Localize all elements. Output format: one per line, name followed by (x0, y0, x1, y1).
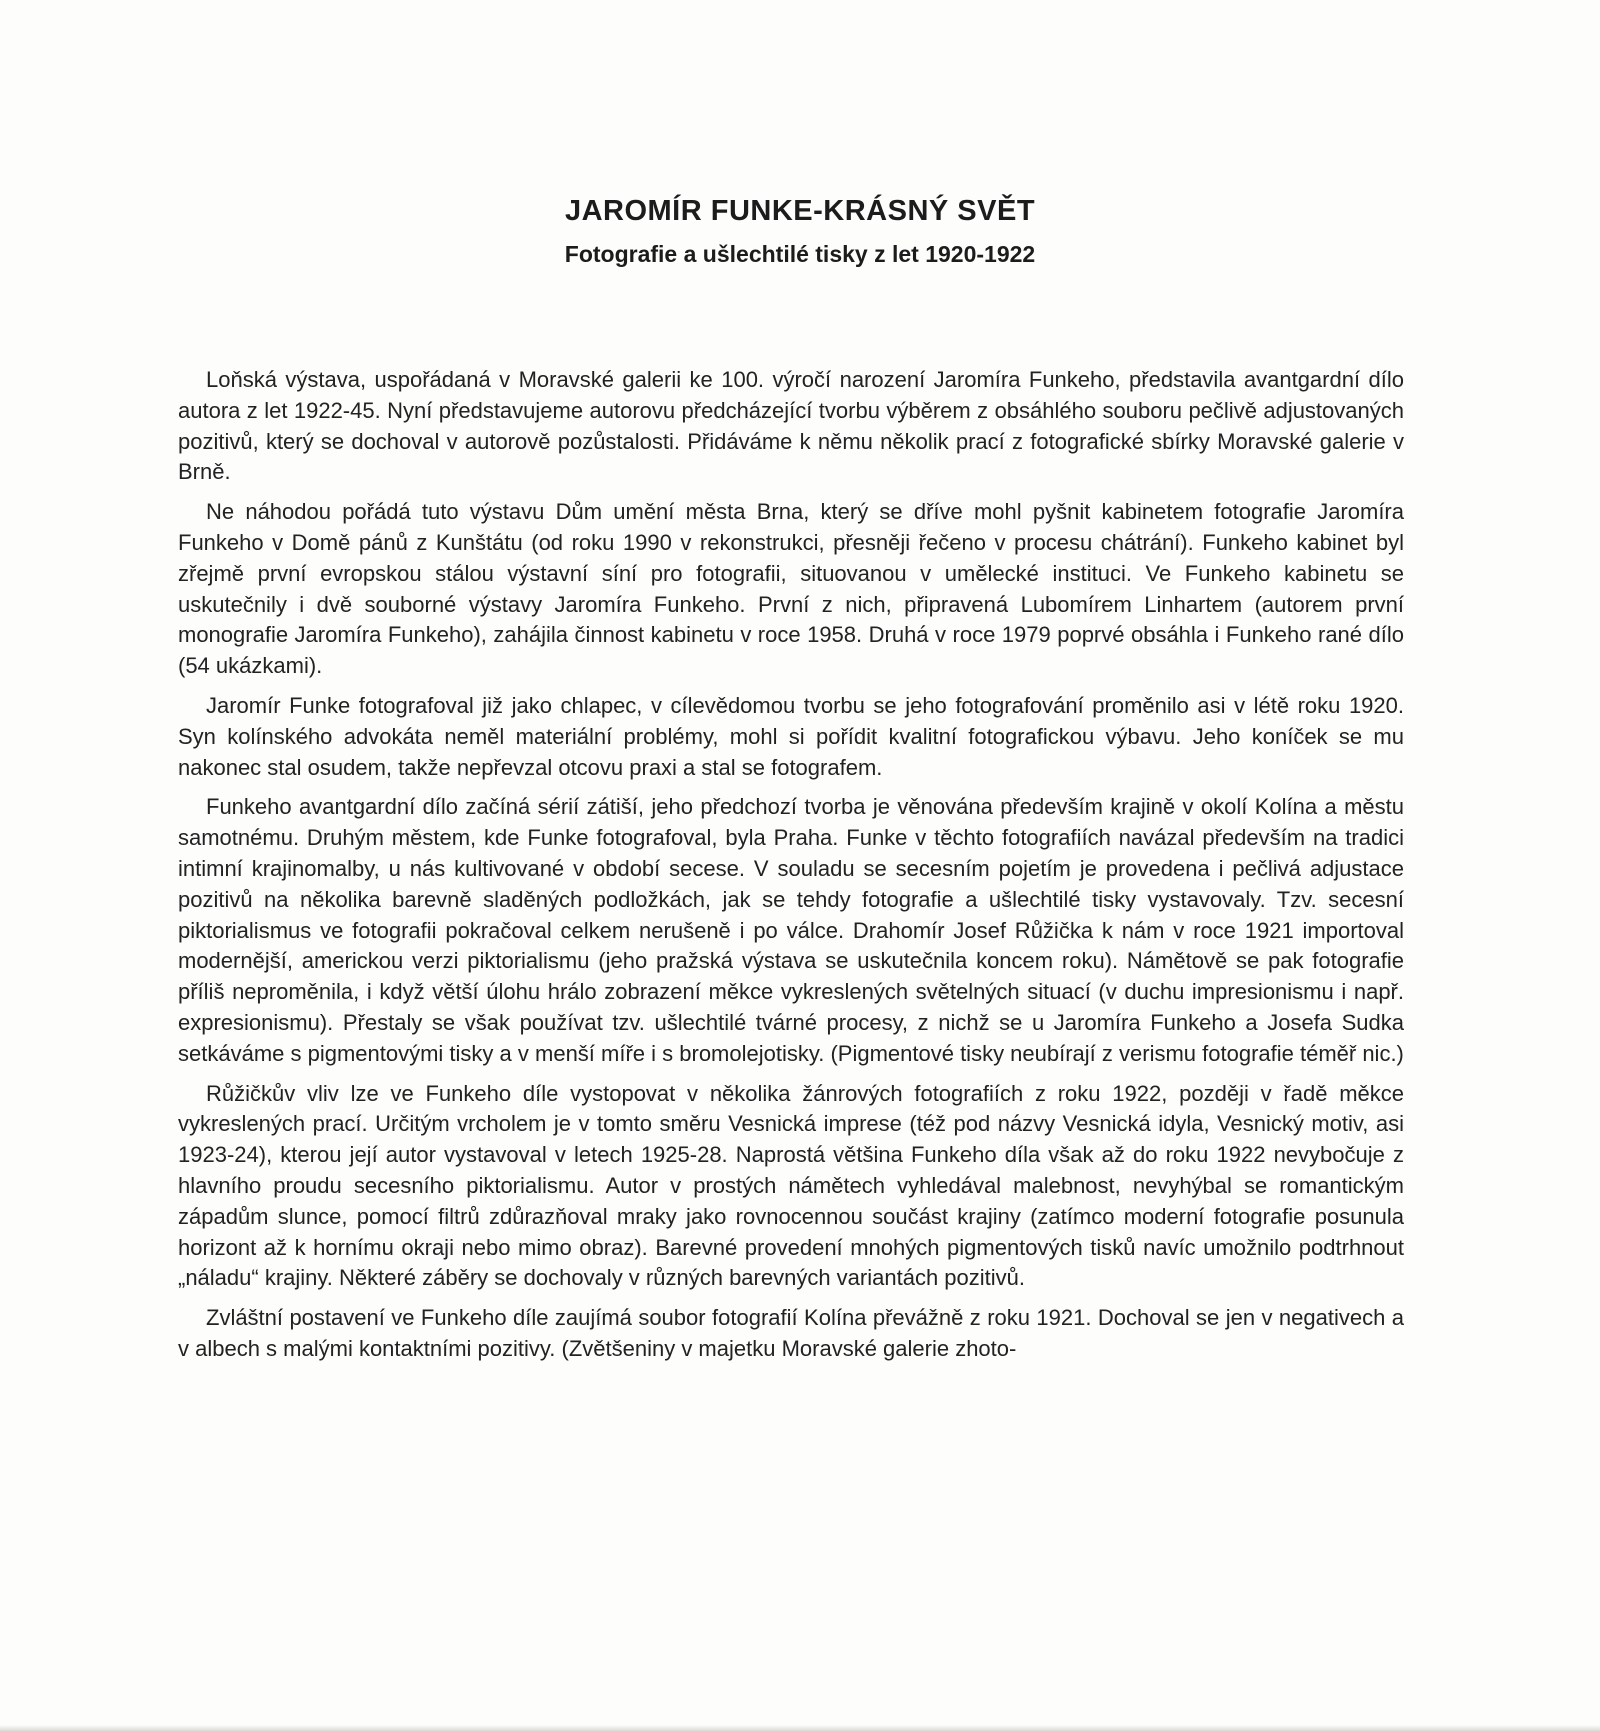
document-title: JAROMÍR FUNKE-KRÁSNÝ SVĚT (564, 195, 1036, 227)
paragraph-6: Zvláštní postavení ve Funkeho díle zaujímá soubor fotografií Kolína převážně z roku 1921. Dochoval se jen v negativech a v albech s malými kontaktními pozitivy. (Zvětšeniny v majetku Moravské galerie zhoto- (178, 1305, 1404, 1361)
document-body (178, 365, 1404, 1365)
document-subtitle: Fotografie a ušlechtilé tisky z let 1920-1922 (564, 240, 1036, 267)
paragraph-4: Funkeho avantgardní dílo začíná sérií zátiší, jeho předchozí tvorba je věnována především krajině v okolí Kolína a městu samotnému. Druhým městem, kde Funke fotografoval, byla Praha. Funke v těchto fotografiích navázal především na tradici intimní krajinomalby, u nás kultivované v období secese. V souladu se secesním pojetím je provedena i pečlivá adjustace pozitivů na několika barevně sladěných podložkách, jak se tehdy fotografie a ušlechtilé tisky vystavovaly. Tzv. secesní piktorialismus ve fotografii pokračoval celkem nerušeně i po válce. Drahomír Josef Růžička k nám v roce 1921 importoval modernější, americkou verzi piktorialismu (jeho pražská výstava se uskutečnila koncem roku). Námětově se pak fotografie příliš neproměnila, i když větší úlohu hrálo zobrazení měkce vykreslených světelných situací (v duchu impresionismu i např. expresionismu). Přestaly se však používat tzv. ušlechtilé tvárné procesy, z nichž se u Jaromíra Funkeho a Josefa Sudka setkáváme s pigmentovými tisky a v menší míře i s bromolejotisky. (Pigmentové tisky neubírají z verismu fotografie téměř nic.) (178, 794, 1404, 1066)
paragraph-2: Ne náhodou pořádá tuto výstavu Dům umění města Brna, který se dříve mohl pyšnit kabinetem fotografie Jaromíra Funkeho v Domě pánů z Kunštátu (od roku 1990 v rekonstrukci, přesněji řečeno v procesu chátrání). Funkeho kabinet byl zřejmě první evropskou stálou výstavní síní pro fotografii, situovanou v umělecké instituci. Ve Funkeho kabinetu se uskutečnily i dvě souborné výstavy Jaromíra Funkeho. První z nich, připravená Lubomírem Linhartem (autorem první monografie Jaromíra Funkeho), zahájila činnost kabinetu v roce 1958. Druhá v roce 1979 poprvé obsáhla i Funkeho rané dílo (54 ukázkami). (178, 499, 1404, 679)
paragraph-3: Jaromír Funke fotografoval již jako chlapec, v cílevědomou tvorbu se jeho fotografování proměnilo asi v létě roku 1920. Syn kolínského advokáta neměl materiální problémy, mohl si pořídit kvalitní fotografickou výbavu. Jeho koníček se mu nakonec stal osudem, takže nepřevzal otcovu praxi a stal se fotografem. (178, 692, 1404, 780)
paragraph-1: Loňská výstava, uspořádaná v Moravské galerii ke 100. výročí narození Jaromíra Funkeho, představila avantgardní dílo autora z let 1922-45. Nyní představujeme autorovu předcházející tvorbu výběrem z obsáhlého souboru pečlivě adjustovaných pozitivů, který se dochoval v autorově pozůstalosti. Přidáváme k němu několik prací z fotografické sbírky Moravské galerie v Brně. (178, 367, 1404, 485)
document-header (0, 194, 1600, 268)
page-edge-shadow (0, 1725, 1600, 1731)
paragraph-5: Růžičkův vliv lze ve Funkeho díle vystopovat v několika žánrových fotografiích z roku 1922, později v řadě měkce vykreslených prací. Určitým vrcholem je v tomto směru Vesnická imprese (též pod názvy Vesnická idyla, Vesnický motiv, asi 1923-24), kterou její autor vystavoval v letech 1925-28. Naprostá většina Funkeho díla však až do roku 1922 nevybočuje z hlavního proudu secesního piktorialismu. Autor v prostých námětech vyhledával malebnost, nevyhýbal se romantickým západům slunce, pomocí filtrů zdůrazňoval mraky jako rovnocennou součást krajiny (zatímco moderní fotografie posunula horizont až k hornímu okraji nebo mimo obraz). Barevné provedení mnohých pigmentových tisků navíc umožnilo podtrhnout „náladu“ krajiny. Některé záběry se dochovaly v různých barevných variantách pozitivů. (178, 1080, 1404, 1291)
